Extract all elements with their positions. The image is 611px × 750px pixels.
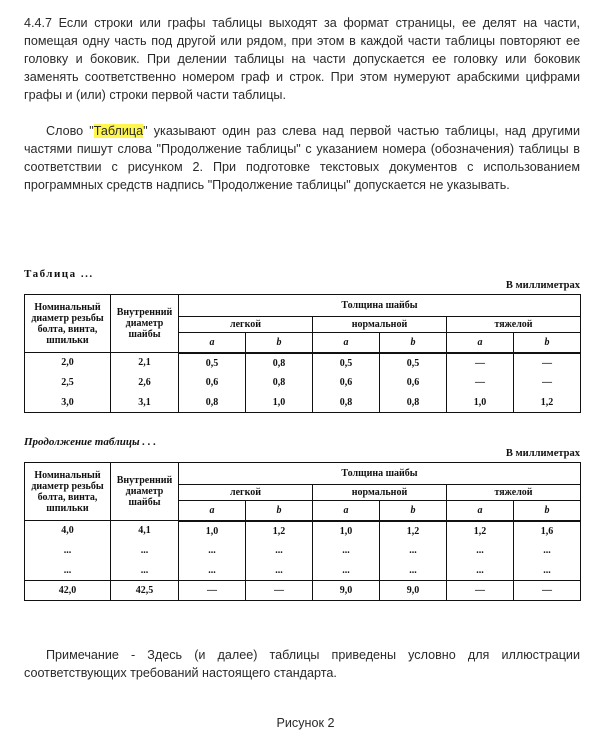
table1-body bbox=[25, 353, 581, 413]
table-cell: 0,6 bbox=[313, 373, 380, 393]
table-cell: 1,0 bbox=[246, 393, 313, 413]
table-title: Таблица ... bbox=[24, 268, 94, 280]
header-heavy: тяжелой bbox=[447, 317, 581, 333]
table-cell: — bbox=[447, 373, 514, 393]
table-cell: 0,8 bbox=[380, 393, 447, 413]
table-cell: ... bbox=[447, 541, 514, 561]
table-cell: ... bbox=[25, 541, 111, 561]
table-row bbox=[25, 561, 581, 581]
table-cell: 1,2 bbox=[514, 393, 581, 413]
table-cell: 0,8 bbox=[313, 393, 380, 413]
header-sub-a: a bbox=[179, 501, 246, 521]
table-cell: ... bbox=[179, 541, 246, 561]
table-cell: ... bbox=[111, 561, 179, 581]
table-cell: ... bbox=[380, 541, 447, 561]
highlighted-word: Таблица bbox=[93, 124, 144, 138]
table-cell: 2,5 bbox=[25, 373, 111, 393]
table-cell: — bbox=[447, 581, 514, 601]
table-cell: ... bbox=[179, 561, 246, 581]
paragraph-text-after: " указывают один раз слева над первой частью таблицы, над другими частями пишут слова "Продолжение таблицы" с указанием номера (обозначения) таблицы в соответствии с рисунком 2. При подготовке текстовых документов с использованием программных средств надпись "Продолжение таблицы" допускается не указывать. bbox=[24, 124, 580, 192]
table-cell: 0,6 bbox=[380, 373, 447, 393]
table-cell: ... bbox=[514, 561, 581, 581]
table-cell: 1,2 bbox=[380, 521, 447, 541]
table-cell: 2,1 bbox=[111, 353, 179, 373]
table-cell: 9,0 bbox=[380, 581, 447, 601]
table-cell: 0,8 bbox=[246, 373, 313, 393]
units-label: В миллиметрах bbox=[505, 280, 580, 291]
table-cell: — bbox=[246, 581, 313, 601]
paragraph-text-before: Слово " bbox=[46, 124, 94, 138]
header-light: легкой bbox=[179, 317, 313, 333]
figure-table-part2 bbox=[24, 436, 580, 614]
table-cell: ... bbox=[246, 561, 313, 581]
table-cell: — bbox=[514, 373, 581, 393]
header-sub-a: a bbox=[179, 333, 246, 353]
note-paragraph: Примечание - Здесь (и далее) таблицы приведены условно для иллюстрации соответствующих требований настоящего стандарта. bbox=[24, 648, 580, 680]
table-cell: — bbox=[447, 353, 514, 373]
table-row bbox=[25, 393, 581, 413]
units-label: В миллиметрах bbox=[505, 448, 580, 459]
header-washer-thickness: Толщина шайбы bbox=[179, 463, 581, 485]
header-inner-diameter: Внутренний диаметр шайбы bbox=[111, 463, 179, 521]
table-row bbox=[25, 521, 581, 541]
table-row bbox=[25, 373, 581, 393]
table-cell: 0,6 bbox=[179, 373, 246, 393]
table-cell: — bbox=[514, 581, 581, 601]
header-sub-b: b bbox=[380, 501, 447, 521]
header-sub-b: b bbox=[246, 501, 313, 521]
table-cell: ... bbox=[447, 561, 514, 581]
table-cell: 3,1 bbox=[111, 393, 179, 413]
header-sub-a: a bbox=[313, 501, 380, 521]
table-row bbox=[25, 581, 581, 601]
table-cell: 0,5 bbox=[179, 353, 246, 373]
header-washer-thickness: Толщина шайбы bbox=[179, 295, 581, 317]
table-cell: 42,5 bbox=[111, 581, 179, 601]
header-sub-a: a bbox=[447, 501, 514, 521]
table-row bbox=[25, 353, 581, 373]
table2-header bbox=[25, 463, 581, 521]
table-cell: 1,6 bbox=[514, 521, 581, 541]
table2-body bbox=[25, 521, 581, 601]
header-nominal-diameter: Номинальный диаметр резьбы болта, винта, шпильки bbox=[25, 295, 111, 353]
table-cell: 0,5 bbox=[313, 353, 380, 373]
table-cell: — bbox=[514, 353, 581, 373]
header-normal: нормальной bbox=[313, 317, 447, 333]
table-cell: 1,0 bbox=[179, 521, 246, 541]
table-cell: 3,0 bbox=[25, 393, 111, 413]
table-cell: ... bbox=[313, 561, 380, 581]
table-cell: 4,0 bbox=[25, 521, 111, 541]
header-normal: нормальной bbox=[313, 485, 447, 501]
header-inner-diameter: Внутренний диаметр шайбы bbox=[111, 295, 179, 353]
table-row bbox=[25, 541, 581, 561]
header-sub-a: a bbox=[313, 333, 380, 353]
table-cell: 1,0 bbox=[447, 393, 514, 413]
figure-caption: Рисунок 2 bbox=[276, 716, 335, 730]
table-cell: 0,8 bbox=[246, 353, 313, 373]
table-cell: 2,6 bbox=[111, 373, 179, 393]
data-table-part1 bbox=[24, 294, 581, 413]
table-cell: ... bbox=[514, 541, 581, 561]
header-light: легкой bbox=[179, 485, 313, 501]
header-sub-b: b bbox=[246, 333, 313, 353]
table-cell: — bbox=[179, 581, 246, 601]
figure-table-part1 bbox=[24, 268, 580, 420]
header-sub-b: b bbox=[380, 333, 447, 353]
table-cell: 1,2 bbox=[246, 521, 313, 541]
table-cell: 2,0 bbox=[25, 353, 111, 373]
header-sub-b: b bbox=[514, 333, 581, 353]
table-cell: 9,0 bbox=[313, 581, 380, 601]
table-cell: 4,1 bbox=[111, 521, 179, 541]
table-cell: 42,0 bbox=[25, 581, 111, 601]
table-cell: ... bbox=[25, 561, 111, 581]
header-nominal-diameter: Номинальный диаметр резьбы болта, винта, шпильки bbox=[25, 463, 111, 521]
table-cell: 0,8 bbox=[179, 393, 246, 413]
table-cell: ... bbox=[313, 541, 380, 561]
table-cell: 1,2 bbox=[447, 521, 514, 541]
table-cell: ... bbox=[246, 541, 313, 561]
table-cell: 1,0 bbox=[313, 521, 380, 541]
paragraph-4-4-7: 4.4.7 Если строки или графы таблицы выходят за формат страницы, ее делят на части, помещая одну часть под другой или рядом, при этом в каждой части таблицы повторяют ее головку и боковик. При делении таблицы на части допускается ее головку или боковик заменять соответственно номером граф и строк. При этом нумеруют арабскими цифрами графы и (или) строки первой части таблицы. bbox=[24, 16, 580, 102]
header-heavy: тяжелой bbox=[447, 485, 581, 501]
data-table-part2 bbox=[24, 462, 581, 601]
continuation-title: Продолжение таблицы . . . bbox=[24, 436, 157, 448]
table1-header bbox=[25, 295, 581, 353]
table-cell: 0,5 bbox=[380, 353, 447, 373]
header-sub-b: b bbox=[514, 501, 581, 521]
table-cell: ... bbox=[111, 541, 179, 561]
header-sub-a: a bbox=[447, 333, 514, 353]
paragraph-table-word bbox=[24, 122, 580, 194]
table-cell: ... bbox=[380, 561, 447, 581]
